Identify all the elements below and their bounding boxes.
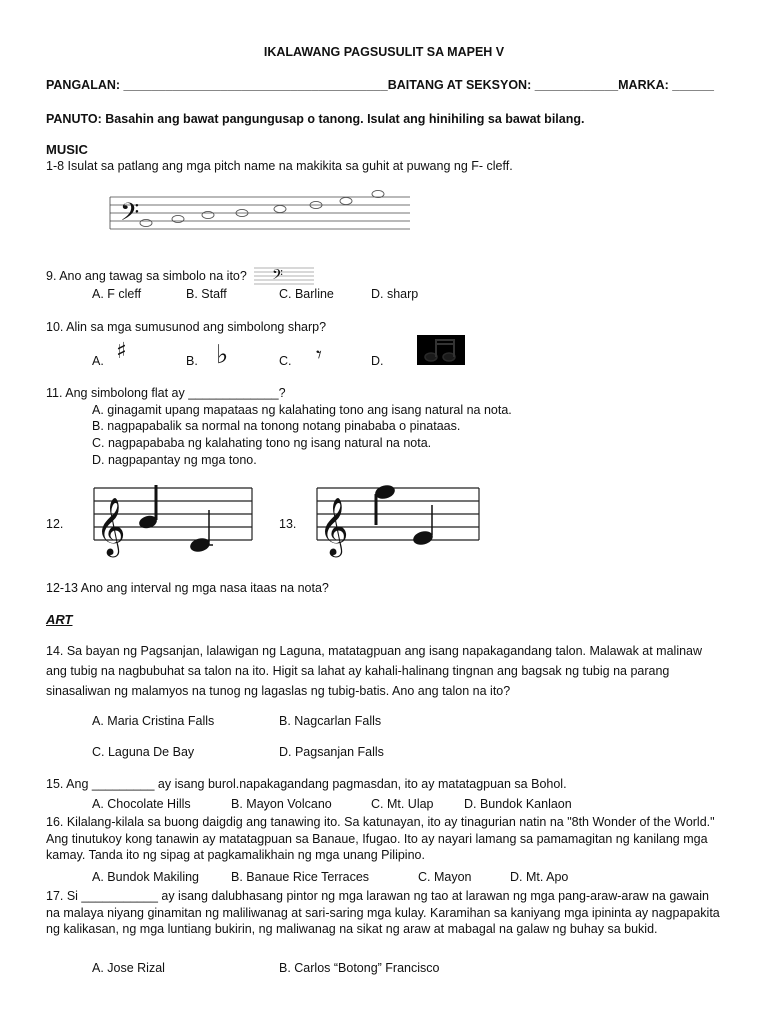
bass-clef-staff xyxy=(110,195,410,240)
q14-choice-a: A. Maria Cristina Falls xyxy=(92,714,215,728)
note xyxy=(412,529,435,547)
bass-clef-icon xyxy=(254,266,314,287)
q10-choice-d: D. xyxy=(371,354,384,368)
bass-clef-icon xyxy=(120,198,139,233)
instructions: PANUTO: Basahin ang bawat pangungusap o tanong. Isulat ang hinihiling sa bawat bilang. xyxy=(46,112,585,126)
page-title: IKALAWANG PAGSUSULIT SA MAPEH V xyxy=(263,45,505,59)
music-heading: MUSIC xyxy=(46,142,88,157)
q10-choice-c: C. xyxy=(279,354,292,368)
eighth-rest-icon: 𝄾 xyxy=(316,343,322,368)
q15-choice-a: A. Chocolate Hills xyxy=(92,797,191,811)
question-16: 16. Kilalang-kilala sa buong daigdig ang tanawing ito. Sa katunayan, ito ay tinagurian natin na "8th Wonder of the World." Ang tinutukoy kong tanawin ay matatagpuan sa Banaue, Ifugao. Ito ay nayari lamang sa pamamagitan ng kanilang mga kamay. Tanda ito ng sipag at pagkamalikhain ng mga unang Pilipino. xyxy=(46,815,715,862)
question-11: 11. Ang simbolong flat ay _____________? xyxy=(46,386,286,400)
q17-choice-b: B. Carlos “Botong” Francisco xyxy=(279,961,440,975)
staff-note xyxy=(340,197,352,204)
staff-note xyxy=(202,211,214,218)
question-1-8: 1-8 Isulat sa patlang ang mga pitch name na makikita sa guhit at puwang ng F- cleff. xyxy=(46,159,513,173)
treble-clef-icon: 𝄞 xyxy=(319,497,349,555)
q10-choice-a: A. xyxy=(92,354,104,368)
q11-choice-d: D. nagpapantay ng mga tono. xyxy=(92,453,257,467)
q15-choice-d: D. Bundok Kanlaon xyxy=(464,797,572,811)
staff-note xyxy=(172,215,184,222)
q9-choice-b: B. Staff xyxy=(186,287,227,301)
question-14: 14. Sa bayan ng Pagsanjan, lalawigan ng Laguna, matatagpuan ang isang napakagandang talon. Malawak at malinaw ang tubig na nagbubuhat sa talon na ito. Higit sa lahat ay kahali-halinang tingnan ang bagsak ng tubig na parang sinasaliwan ng malamyos na tunog ng lagaslas ng tubig-batis. Ano ang talon na ito? xyxy=(46,644,703,698)
treble-clef-icon: 𝄞 xyxy=(96,497,126,555)
q11-choice-a: A. ginagamit upang mapataas ng kalahating tono ang isang natural na nota. xyxy=(92,403,512,417)
flat-icon: ♭ xyxy=(216,340,229,370)
question-15: 15. Ang _________ ay isang burol.napakagandang pagmasdan, ito ay matatagpuan sa Bohol. xyxy=(46,777,567,791)
q17-choice-a: A. Jose Rizal xyxy=(92,961,165,975)
q10-choice-b: B. xyxy=(186,354,198,368)
staff-note xyxy=(274,205,286,212)
question-10: 10. Alin sa mga sumusunod ang simbolong sharp? xyxy=(46,320,327,334)
q11-choice-c: C. nagpapababa ng kalahating tono ng isang natural na nota. xyxy=(92,436,432,450)
eighth-notes-icon xyxy=(417,335,465,365)
q9-choice-d: D. sharp xyxy=(371,287,419,301)
q16-choice-b: B. Banaue Rice Terraces xyxy=(231,870,370,884)
q15-choice-b: B. Mayon Volcano xyxy=(231,797,332,811)
svg-text:𝄢: 𝄢 xyxy=(272,267,283,287)
q9-choice-c: C. Barline xyxy=(279,287,334,301)
staff-note xyxy=(372,190,384,197)
q16-choice-c: C. Mayon xyxy=(418,870,472,884)
svg-text:𝄢: 𝄢 xyxy=(120,198,140,233)
q16-choice-a: A. Bundok Makiling xyxy=(92,870,200,884)
art-heading: ART xyxy=(46,612,73,627)
q13-staff xyxy=(317,485,482,555)
q9-choice-a: A. F cleff xyxy=(92,287,142,301)
name-line: PANGALAN: ______________________________________BAITANG AT SEKSYON: ____________MARKA: ______ xyxy=(46,78,714,92)
note xyxy=(189,536,212,554)
question-17: 17. Si ___________ ay isang dalubhasang pintor ng mga larawan ng tao at larawan ng mga pang-araw-araw na gawain na malaya niyang ginamitan ng maliliwanag at sari-saring mga kulay. Karamihan sa kaniyang mga ipininta ay nagpapakita ng kalikasan, ng mga luntiang bukirin, ng maliwanag na sikat ng araw at mabagal na galaw ng buhay sa bukid. xyxy=(46,889,720,936)
q16-choice-d: D. Mt. Apo xyxy=(510,870,569,884)
q14-choice-c: C. Laguna De Bay xyxy=(92,745,195,759)
q12-staff xyxy=(94,485,254,555)
q13-label: 13. xyxy=(279,517,297,531)
question-12-13: 12-13 Ano ang interval ng mga nasa itaas na nota? xyxy=(46,581,329,595)
question-9: 9. Ano ang tawag sa simbolo na ito? xyxy=(46,269,247,283)
q15-choice-c: C. Mt. Ulap xyxy=(371,797,434,811)
q14-choice-d: D. Pagsanjan Falls xyxy=(279,745,384,759)
staff-note xyxy=(140,219,152,226)
q14-choice-b: B. Nagcarlan Falls xyxy=(279,714,382,728)
q11-choice-b: B. nagpapabalik sa normal na tonong notang pinababa o pinataas. xyxy=(92,419,461,433)
q12-label: 12. xyxy=(46,517,64,531)
sharp-icon: ♯ xyxy=(116,339,127,364)
